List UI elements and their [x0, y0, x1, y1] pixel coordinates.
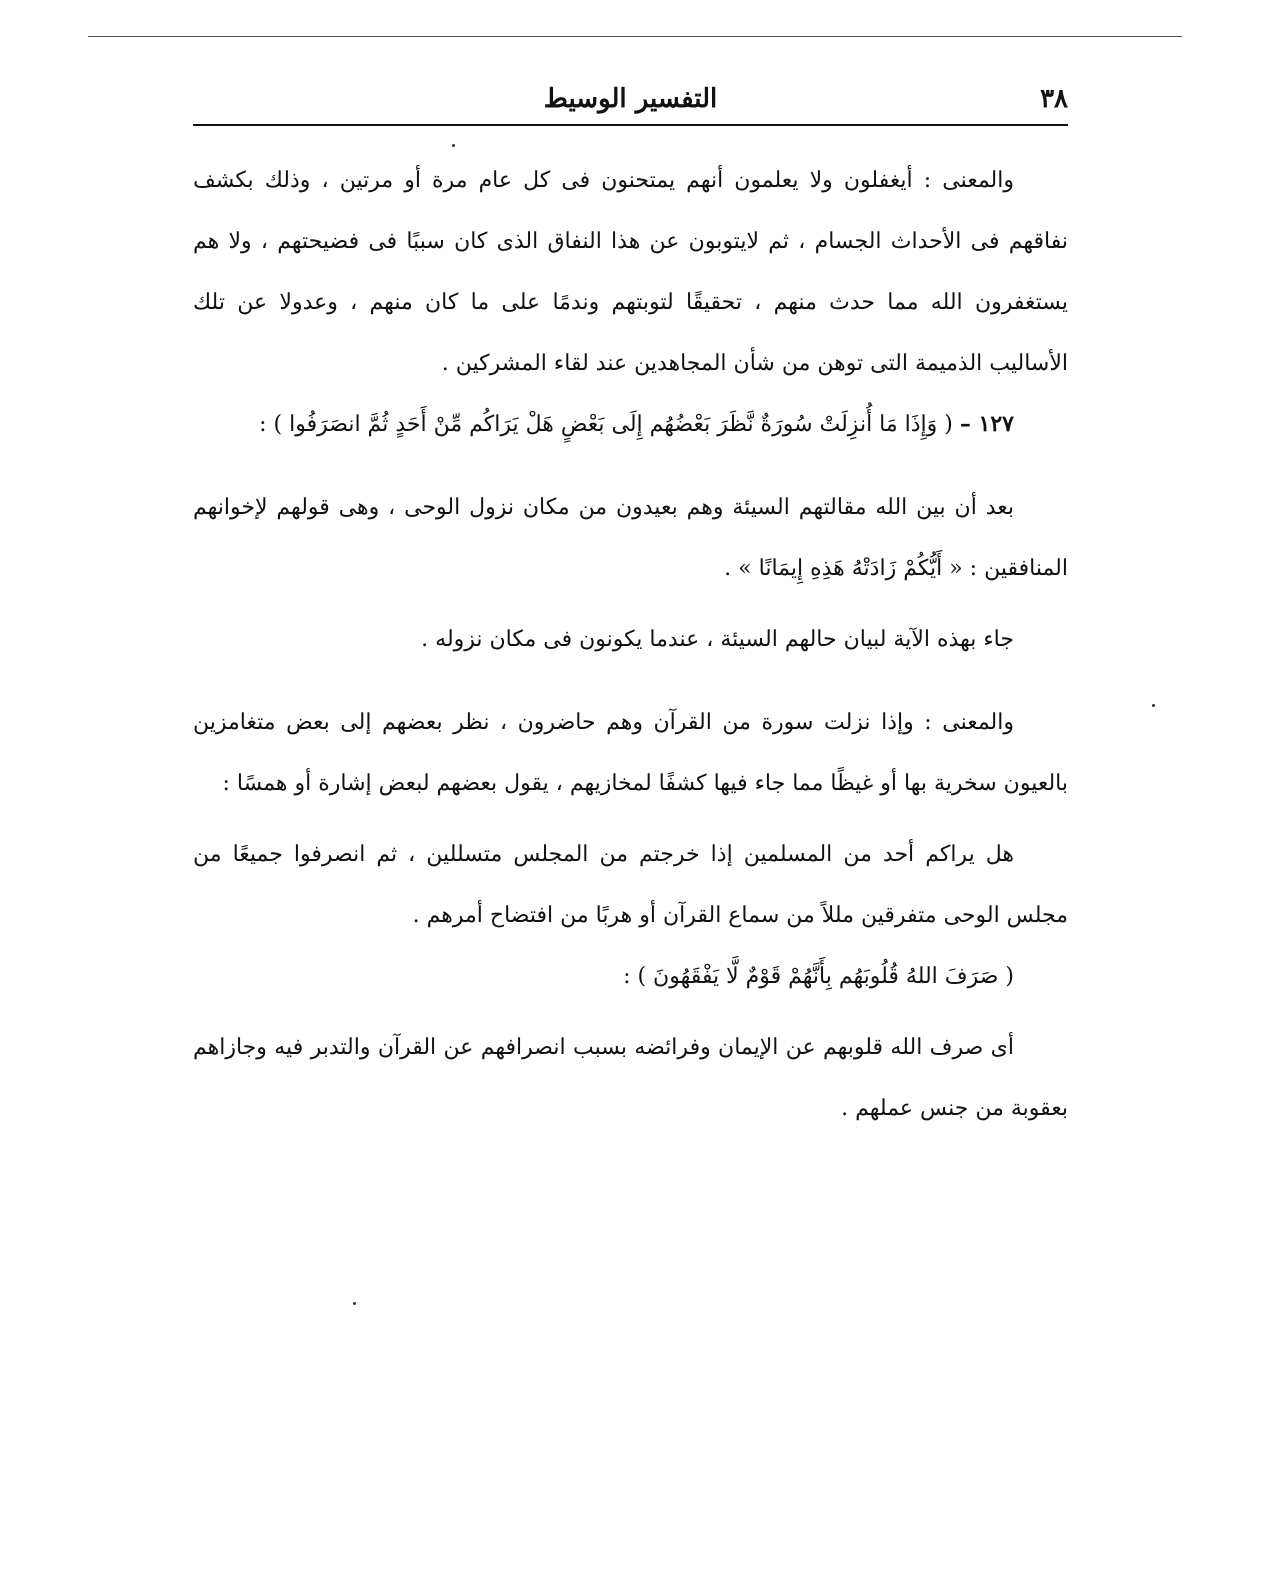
running-header — [193, 78, 1068, 126]
scan-edge-line — [88, 36, 1182, 37]
page-body — [193, 150, 1068, 1139]
scan-speck — [452, 144, 455, 147]
header-rule — [193, 124, 1068, 126]
paragraph-purpose: جاء بهذه الآية لبيان حالهم السيئة ، عندما يكونون فى مكان نزوله . — [421, 627, 1014, 652]
book-title: التفسير الوسيط — [543, 84, 718, 114]
scan-speck — [1152, 704, 1155, 707]
paragraph-whisper: هل يراكم أحد من المسلمين إذا خرجتم من المجلس متسللين ، ثم انصرفوا جميعًا من مجلس الوحى متفرقين مللاً من سماع القرآن أو هربًا من افتضاح أمرهم . — [193, 842, 1068, 928]
paragraph-meaning-1: والمعنى : أيغفلون ولا يعلمون أنهم يمتحنون فى كل عام مرة أو مرتين ، وذلك بكشف نفاقهم فى الأحداث الجسام ، ثم لايتوبون عن هذا النفاق الذى كان سببًا فى فضيحتهم ، ولا هم يستغفرون الله مما حدث منهم ، تحقيقًا لتوبتهم وندمًا على ما كان منهم ، وعدولا عن تلك الأساليب الذميمة التى توهن من شأن المجاهدين عند لقاء المشركين . — [193, 168, 1068, 376]
verse-number: ١٢٧ – — [959, 411, 1014, 437]
verse-text: ( وَإِذَا مَا أُنزِلَتْ سُورَةٌ نَّظَرَ بَعْضُهُم إِلَى بَعْضٍ هَلْ يَرَاكُم مِّنْ أَحَدٍ ثُمَّ انصَرَفُوا ) : — [259, 412, 953, 437]
paragraph-context: بعد أن بين الله مقالتهم السيئة وهم بعيدون من مكان نزول الوحى ، وهى قولهم لإخوانهم المنافقين : « أَيُّكُمْ زَادَتْهُ هَذِهِ إِيمَانًا » . — [193, 495, 1068, 581]
scan-speck — [353, 1302, 356, 1305]
verse-heading-127 — [193, 394, 1068, 455]
paragraph-meaning-2: والمعنى : وإذا نزلت سورة من القرآن وهم حاضرون ، نظر بعضهم إلى بعض متغامزين بالعيون سخرية بها أو غيظًا مما جاء فيها كشفًا لمخازيهم ، يقول بعضهم لبعض إشارة أو همسًا : — [193, 710, 1068, 796]
page-number: ٣٨ — [1040, 84, 1068, 114]
verse-continuation: ( صَرَفَ اللهُ قُلُوبَهُم بِأَنَّهُمْ قَوْمٌ لَّا يَفْقَهُونَ ) : — [623, 964, 1014, 989]
paragraph-explanation: أى صرف الله قلوبهم عن الإيمان وفرائضه بسبب انصرافهم عن القرآن والتدبر فيه وجازاهم بعقوبة من جنس عملهم . — [193, 1035, 1068, 1121]
